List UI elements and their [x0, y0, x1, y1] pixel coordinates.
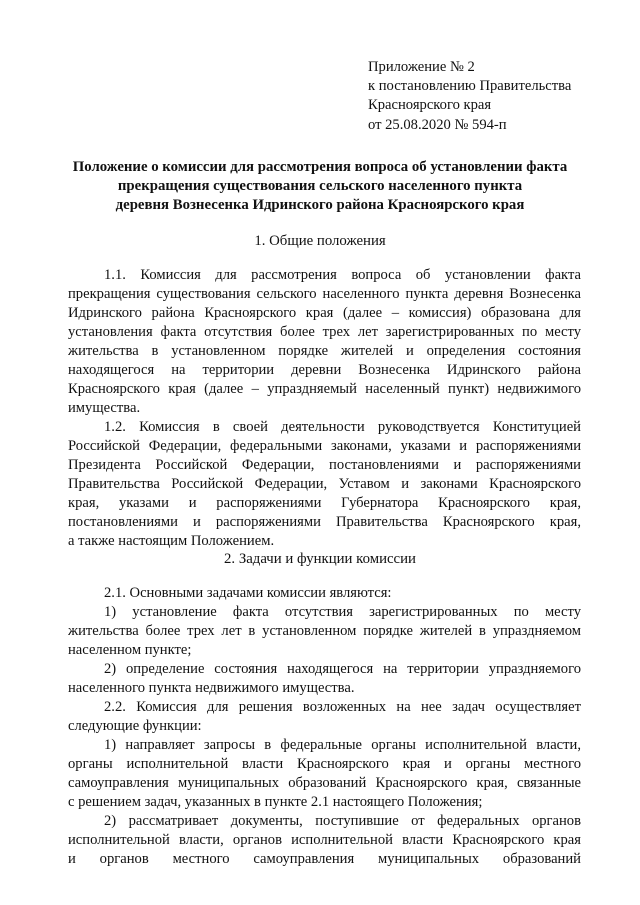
- text-line: установления факта отсутствия более трех лет зарегистрированных по месту: [68, 324, 581, 340]
- text-line: 1.1. Комиссия для рассмотрения вопроса об установлении факта: [104, 267, 581, 283]
- text-line: исполнительной власти, органов исполнительной власти Красноярского края: [68, 832, 581, 848]
- text-line: 1.2. Комиссия в своей деятельности руководствуется Конституцией: [104, 419, 581, 435]
- annex-line: Приложение № 2: [368, 59, 475, 75]
- text-line: 2) определение состояния находящегося на территории упраздняемого: [104, 661, 581, 677]
- text-line: 1) направляет запросы в федеральные органы исполнительной власти,: [104, 737, 581, 753]
- text-line: имущества.: [68, 400, 141, 416]
- section-1-body: [68, 266, 581, 551]
- text-line: Российской Федерации, федеральными законами, указами и распоряжениями: [68, 438, 581, 454]
- text-line: края, указами и распоряжениями Губернатора Красноярского края,: [68, 495, 581, 511]
- text-line: 1) установление факта отсутствия зарегистрированных по месту: [104, 604, 581, 620]
- text-line: 2.2. Комиссия для решения возложенных на нее задач осуществляет: [104, 699, 581, 715]
- text-line: следующие функции:: [68, 718, 202, 734]
- text-line: Красноярского края (далее – упраздняемый населенный пункт) недвижимого: [68, 381, 581, 397]
- text-line: Правительства Российской Федерации, Уставом и законами Красноярского: [68, 476, 581, 492]
- title-line: Положение о комиссии для рассмотрения вопроса об установлении факта: [72, 159, 568, 175]
- section-2-heading: 2. Задачи и функции комиссии: [224, 551, 416, 567]
- section-1-heading: 1. Общие положения: [254, 233, 386, 249]
- annex-header: [368, 58, 628, 135]
- text-line: 2) рассматривает документы, поступившие от федеральных органов: [104, 813, 581, 829]
- section-2-body: [68, 584, 581, 869]
- text-line: населенном пункте;: [68, 642, 192, 658]
- annex-line: от 25.08.2020 № 594-п: [368, 116, 507, 133]
- text-line: Президента Российской Федерации, постановлениями и распоряжениями: [68, 457, 581, 473]
- title-line: деревня Вознесенка Идринского района Красноярского края: [115, 197, 525, 214]
- text-line: а также настоящим Положением.: [68, 533, 275, 549]
- text-line: находящегося на территории деревни Вознесенка Идринского района: [68, 362, 581, 378]
- text-line: самоуправления муниципальных образований Красноярского края, связанные: [68, 775, 581, 791]
- text-line: с решением задач, указанных в пункте 2.1 настоящего Положения;: [68, 794, 483, 810]
- annex-line: к постановлению Правительства: [368, 78, 572, 95]
- text-line: населенного пункта недвижимого имущества.: [68, 680, 355, 696]
- text-line: прекращения существования сельского населенного пункта деревня Вознесенка: [68, 286, 581, 302]
- text-line: жительства в установленном порядке жителей и определения состояния: [68, 343, 581, 359]
- text-line: органы исполнительной власти Красноярского края и органы местного: [68, 756, 581, 772]
- text-line: постановлениями и распоряжениями Правительства Красноярского края,: [68, 514, 581, 530]
- text-line: жительства более трех лет в установленном порядке жителей в упраздняемом: [68, 623, 581, 639]
- text-line: 2.1. Основными задачами комиссии являются:: [104, 585, 392, 601]
- annex-line: Красноярского края: [368, 97, 492, 114]
- title-line: прекращения существования сельского населенного пункта: [117, 178, 523, 195]
- text-line: и органов местного самоуправления муниципальных образований: [68, 851, 581, 867]
- document-title: [40, 158, 600, 216]
- text-line: Идринского района Красноярского края (далее – комиссия) образована для: [68, 305, 581, 321]
